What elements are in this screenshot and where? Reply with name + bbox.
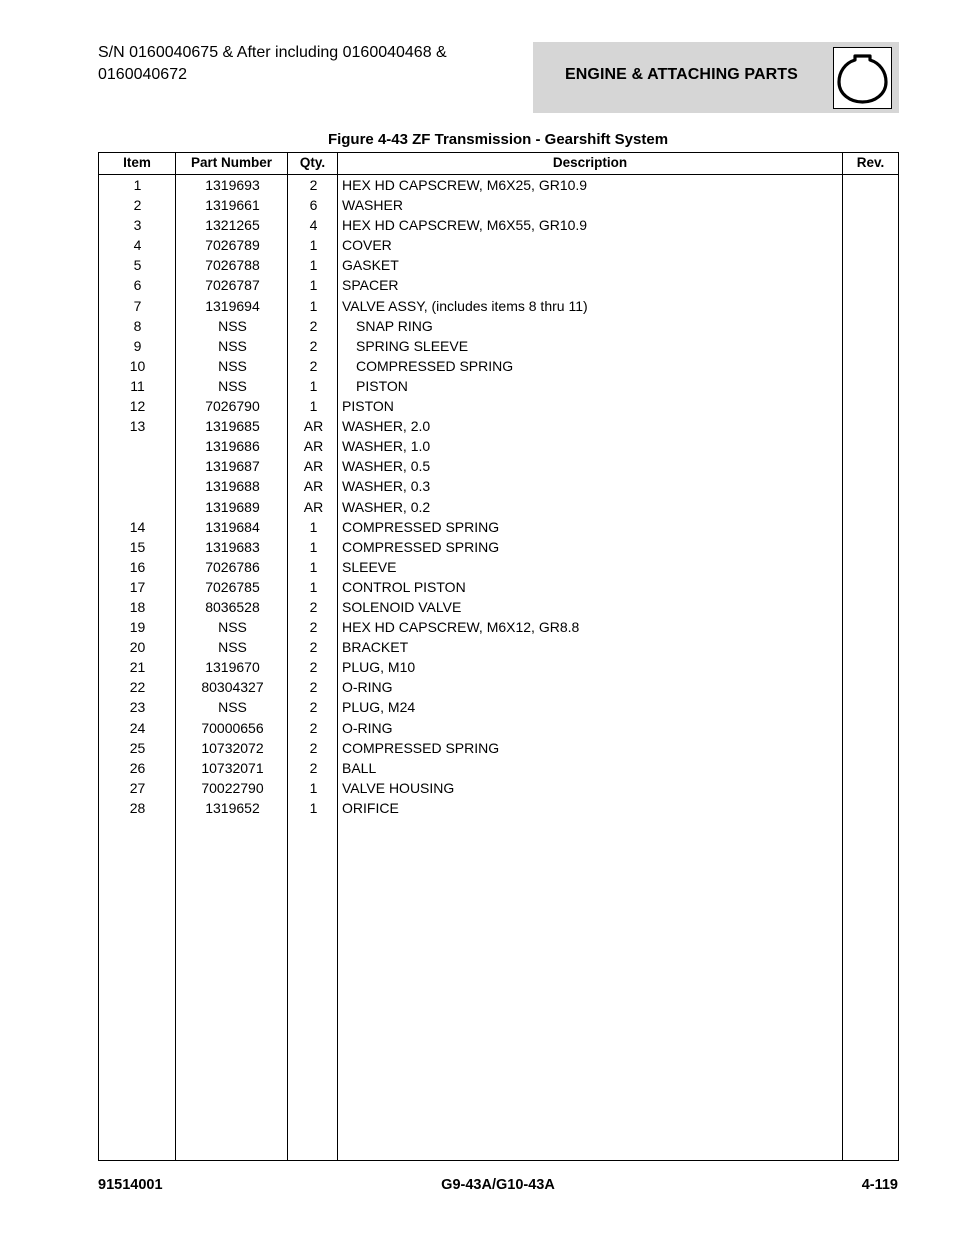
- table-row: [99, 416, 898, 436]
- cell-qty: AR: [303, 458, 324, 475]
- cell-description: SPACER: [342, 277, 399, 294]
- cell-qty: AR: [303, 418, 324, 435]
- cell-description: WASHER, 0.3: [342, 478, 431, 495]
- cell-description: PLUG, M10: [342, 659, 416, 676]
- table-row: [99, 577, 898, 597]
- cell-part-number: 1319670: [205, 659, 260, 676]
- table-row: [99, 657, 898, 677]
- table-row: [99, 215, 898, 235]
- cell-qty: 1: [309, 799, 318, 816]
- cell-item: 6: [133, 277, 142, 294]
- table-row: [99, 497, 898, 517]
- cell-qty: 1: [309, 578, 318, 595]
- table-row: [99, 456, 898, 476]
- cell-qty: 1: [309, 518, 318, 535]
- cell-item: 11: [130, 377, 145, 394]
- cell-part-number: 80304327: [201, 679, 264, 696]
- footer-doc-number: 91514001: [98, 1177, 163, 1193]
- cell-qty: 1: [309, 779, 318, 796]
- footer-model: G9-43A/G10-43A: [441, 1177, 555, 1193]
- header-rev: Rev.: [856, 155, 885, 170]
- cell-part-number: 7026786: [205, 558, 260, 575]
- cell-qty: AR: [303, 478, 324, 495]
- cell-part-number: 1319684: [205, 518, 260, 535]
- table-row: [99, 336, 898, 356]
- cell-description: VALVE HOUSING: [342, 779, 455, 796]
- cell-part-number: NSS: [218, 699, 247, 716]
- cell-qty: 1: [309, 277, 318, 294]
- cell-qty: 2: [309, 177, 318, 193]
- table-row: [99, 697, 898, 717]
- cell-qty: 1: [309, 237, 318, 254]
- header-description: Description: [552, 155, 628, 170]
- cell-item: 24: [129, 719, 146, 736]
- table-row: [99, 557, 898, 577]
- cell-item: 21: [129, 659, 146, 676]
- cell-part-number: 10732072: [201, 739, 264, 756]
- cell-description: COMPRESSED SPRING: [342, 739, 500, 756]
- cell-qty: 2: [309, 719, 318, 736]
- cell-qty: 1: [309, 257, 318, 274]
- cell-part-number: 7026787: [205, 277, 260, 294]
- table-row: [99, 637, 898, 657]
- cell-qty: 1: [309, 558, 318, 575]
- cell-item: 14: [129, 518, 146, 535]
- table-row: [99, 778, 898, 798]
- cell-qty: 6: [309, 197, 318, 214]
- cell-qty: 1: [309, 538, 318, 555]
- cell-item: 17: [129, 578, 146, 595]
- table-row: [99, 396, 898, 416]
- table-row: [99, 275, 898, 295]
- cell-description: HEX HD CAPSCREW, M6X25, GR10.9: [342, 177, 588, 193]
- cell-qty: 2: [309, 679, 318, 696]
- cell-part-number: NSS: [218, 377, 247, 394]
- cell-qty: 1: [309, 398, 318, 415]
- table-row: [99, 738, 898, 758]
- table-row: [99, 316, 898, 336]
- serial-line-1: S/N 0160040675 & After including 0160040468 &: [98, 44, 447, 61]
- table-row: [99, 517, 898, 537]
- table-row: [99, 235, 898, 255]
- table-row: [99, 175, 898, 195]
- cell-description: BRACKET: [342, 639, 409, 656]
- cell-qty: 2: [309, 619, 318, 636]
- parts-table: [98, 152, 899, 1161]
- table-row: [99, 436, 898, 456]
- cell-description: O-RING: [342, 719, 393, 736]
- cell-qty: 2: [309, 639, 318, 656]
- table-row: [99, 798, 898, 818]
- cell-qty: 2: [309, 317, 318, 334]
- cell-qty: AR: [303, 498, 324, 515]
- engine-icon: [833, 47, 892, 109]
- cell-qty: 2: [309, 659, 318, 676]
- cell-part-number: NSS: [218, 337, 247, 354]
- cell-item: 27: [129, 779, 146, 796]
- cell-qty: 1: [309, 377, 318, 394]
- cell-description: WASHER, 0.5: [342, 458, 431, 475]
- cell-item: 22: [129, 679, 146, 696]
- cell-description: COMPRESSED SPRING: [342, 518, 500, 535]
- cell-part-number: 1319693: [205, 177, 260, 193]
- cell-description: WASHER, 0.2: [342, 498, 431, 515]
- cell-description: BALL: [342, 759, 377, 776]
- table-body: [99, 175, 898, 818]
- serial-line-2: 0160040672: [98, 66, 187, 83]
- cell-part-number: 1321265: [205, 217, 260, 234]
- cell-item: 9: [133, 337, 142, 354]
- cell-part-number: 1319687: [205, 458, 260, 475]
- cell-qty: 2: [309, 759, 318, 776]
- cell-item: 1: [133, 177, 142, 193]
- cell-description: HEX HD CAPSCREW, M6X55, GR10.9: [342, 217, 588, 234]
- cell-item: 10: [129, 357, 146, 374]
- cell-item: 15: [129, 538, 146, 555]
- cell-description: CONTROL PISTON: [342, 578, 466, 595]
- cell-item: 19: [129, 619, 146, 636]
- section-title: ENGINE & ATTACHING PARTS: [565, 66, 798, 83]
- cell-part-number: 70022790: [201, 779, 264, 796]
- cell-description: GASKET: [342, 257, 399, 274]
- cell-description: PISTON: [342, 398, 394, 415]
- cell-qty: 4: [309, 217, 318, 234]
- cell-description: PLUG, M24: [342, 699, 416, 716]
- table-row: [99, 597, 898, 617]
- table-row: [99, 677, 898, 697]
- cell-item: 7: [133, 297, 142, 314]
- cell-item: 8: [133, 317, 142, 334]
- cell-description: SNAP RING: [356, 317, 433, 334]
- table-row: [99, 718, 898, 738]
- section-header: [533, 42, 899, 113]
- cell-part-number: 7026790: [205, 398, 260, 415]
- cell-item: 18: [129, 598, 146, 615]
- header-part-number: Part Number: [190, 155, 273, 170]
- cell-description: SOLENOID VALVE: [342, 598, 462, 615]
- figure-title: Figure 4-43 ZF Transmission - Gearshift System: [327, 131, 669, 148]
- cell-part-number: 8036528: [205, 598, 260, 615]
- cell-description: SPRING SLEEVE: [356, 337, 469, 354]
- cell-item: 13: [129, 418, 146, 435]
- table-row: [99, 617, 898, 637]
- table-row: [99, 376, 898, 396]
- cell-description: HEX HD CAPSCREW, M6X12, GR8.8: [342, 619, 580, 636]
- cell-part-number: 1319689: [205, 498, 260, 515]
- cell-description: PISTON: [356, 377, 408, 394]
- cell-description: SLEEVE: [342, 558, 397, 575]
- cell-part-number: 1319685: [205, 418, 260, 435]
- cell-part-number: NSS: [218, 619, 247, 636]
- cell-qty: 2: [309, 739, 318, 756]
- footer-page-number: 4-119: [861, 1177, 898, 1193]
- serial-number-range: [98, 42, 518, 86]
- cell-item: 26: [129, 759, 146, 776]
- table-row: [99, 356, 898, 376]
- cell-item: 23: [129, 699, 146, 716]
- cell-part-number: 7026785: [205, 578, 260, 595]
- cell-part-number: 7026788: [205, 257, 260, 274]
- cell-item: 2: [133, 197, 142, 214]
- cell-part-number: 70000656: [201, 719, 264, 736]
- table-row: [99, 537, 898, 557]
- cell-part-number: 1319694: [205, 297, 260, 314]
- cell-part-number: 10732071: [201, 759, 264, 776]
- cell-qty: 2: [309, 357, 318, 374]
- cell-description: COMPRESSED SPRING: [342, 538, 500, 555]
- cell-qty: AR: [303, 438, 324, 455]
- cell-item: 4: [133, 237, 142, 254]
- cell-part-number: 1319688: [205, 478, 260, 495]
- cell-part-number: NSS: [218, 639, 247, 656]
- cell-description: WASHER, 2.0: [342, 418, 431, 435]
- cell-qty: 1: [309, 297, 318, 314]
- cell-item: 20: [129, 639, 146, 656]
- cell-item: 28: [129, 799, 146, 816]
- cell-description: WASHER, 1.0: [342, 438, 431, 455]
- cell-description: ORIFICE: [342, 799, 399, 816]
- header-item: Item: [123, 155, 151, 170]
- cell-part-number: NSS: [218, 317, 247, 334]
- cell-qty: 2: [309, 337, 318, 354]
- cell-item: 16: [129, 558, 146, 575]
- cell-description: WASHER: [342, 197, 403, 214]
- cell-part-number: 1319683: [205, 538, 260, 555]
- table-row: [99, 195, 898, 215]
- table-row: [99, 296, 898, 316]
- cell-item: 25: [129, 739, 146, 756]
- cell-part-number: 1319652: [205, 799, 260, 816]
- table-row: [99, 758, 898, 778]
- cell-part-number: 7026789: [205, 237, 260, 254]
- cell-description: COMPRESSED SPRING: [356, 357, 514, 374]
- cell-part-number: 1319686: [205, 438, 260, 455]
- cell-description: O-RING: [342, 679, 393, 696]
- header-qty: Qty.: [299, 155, 326, 170]
- cell-part-number: NSS: [218, 357, 247, 374]
- cell-description: COVER: [342, 237, 392, 254]
- cell-description: VALVE ASSY, (includes items 8 thru 11): [342, 297, 588, 314]
- cell-qty: 2: [309, 598, 318, 615]
- cell-item: 3: [133, 217, 142, 234]
- cell-item: 12: [129, 398, 146, 415]
- cell-qty: 2: [309, 699, 318, 716]
- table-row: [99, 255, 898, 275]
- cell-part-number: 1319661: [205, 197, 260, 214]
- cell-item: 5: [133, 257, 142, 274]
- table-row: [99, 476, 898, 496]
